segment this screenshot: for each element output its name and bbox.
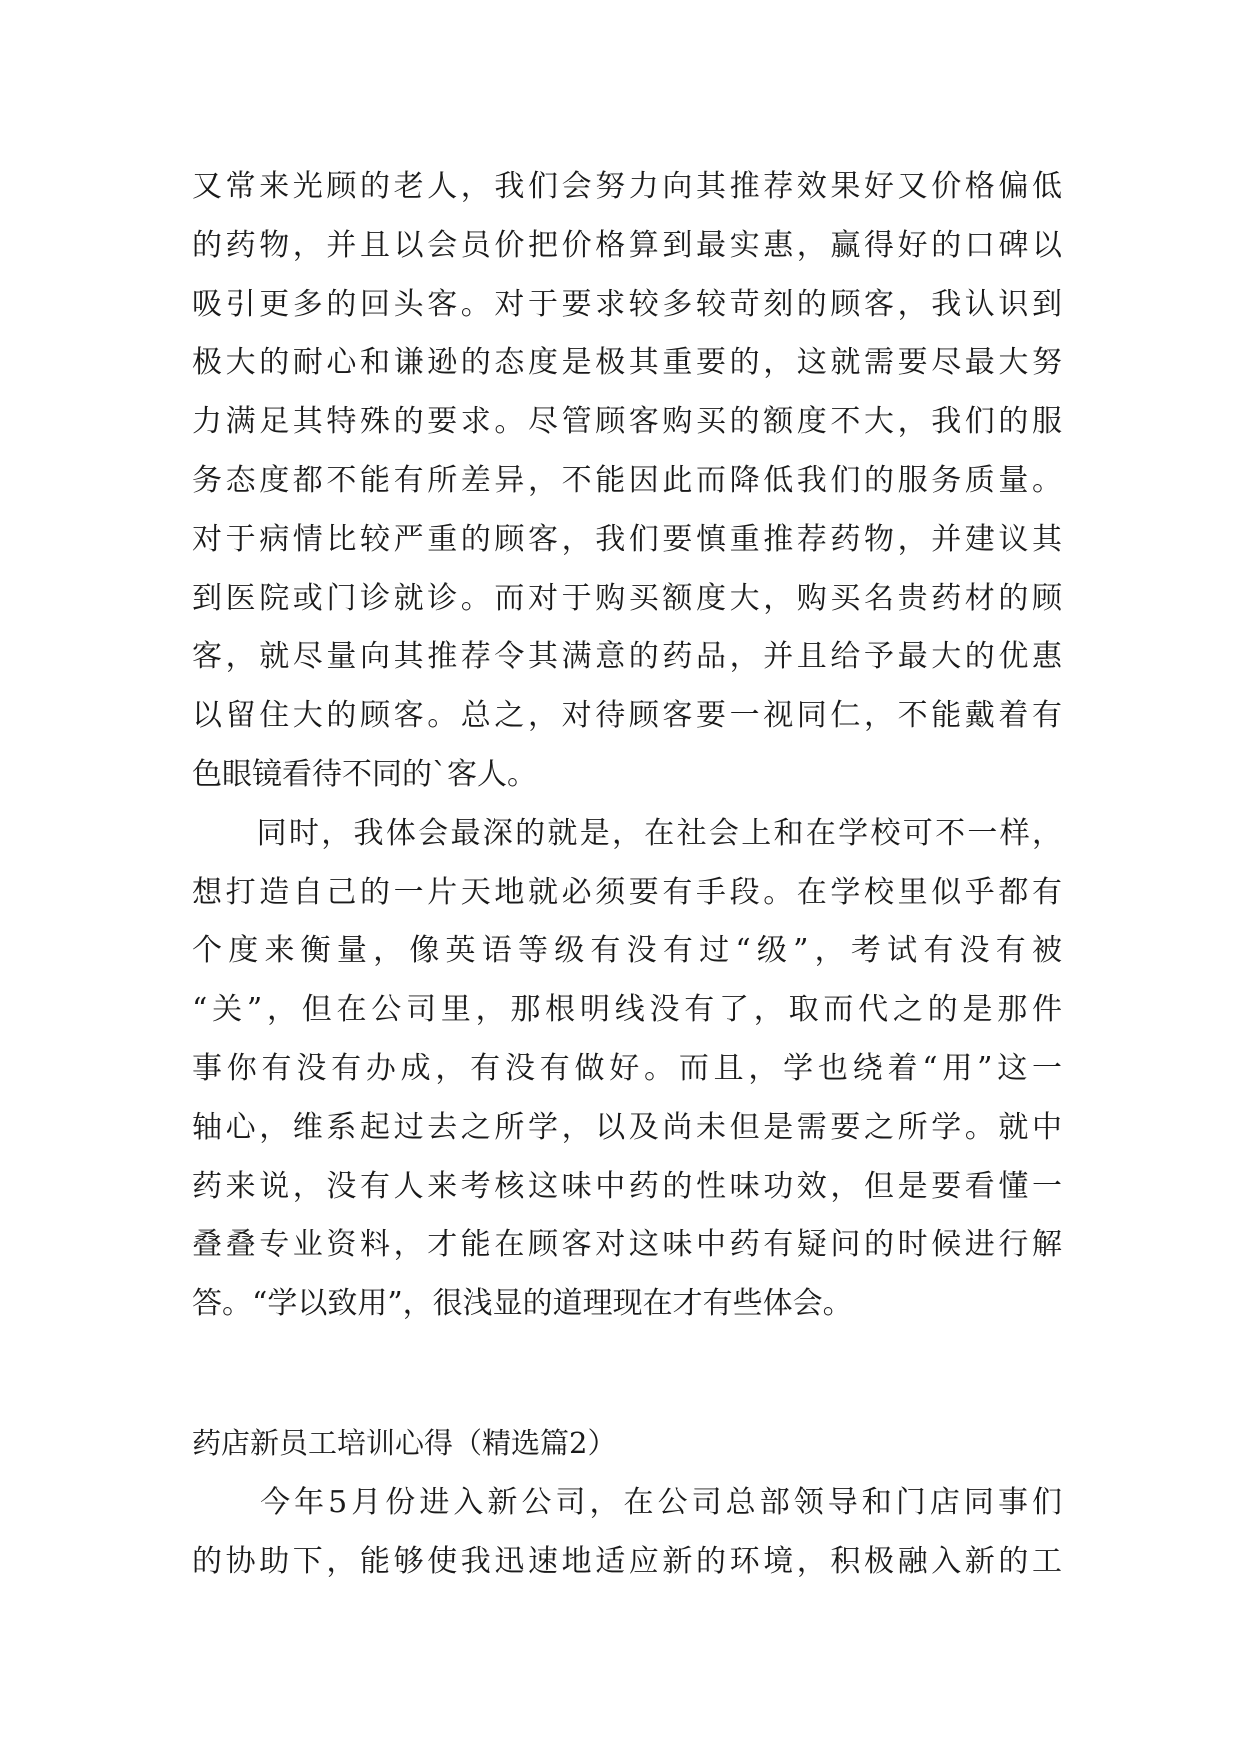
text-line: 客，就尽量向其推荐令其满意的药品，并且给予最大的优惠 — [192, 639, 1062, 675]
text-line: 的协助下，能够使我迅速地适应新的环境，积极融入新的工 — [192, 1543, 1062, 1579]
paragraph-1 — [192, 158, 1062, 805]
text-line: 今年5月份进入新公司，在公司总部领导和门店同事们 — [192, 1484, 1062, 1520]
text-line: 轴心，维系起过去之所学，以及尚未但是需要之所学。就中 — [192, 1109, 1062, 1145]
text-line: 药来说，没有人来考核这味中药的性味功效，但是要看懂一 — [192, 1168, 1062, 1204]
text-line: 以留住大的顾客。总之，对待顾客要一视同仁，不能戴着有 — [192, 698, 1062, 734]
text-line: 个度来衡量，像英语等级有没有过“级”，考试有没有被 — [192, 933, 1062, 969]
paragraph-3 — [192, 1474, 1062, 1592]
document-body — [192, 158, 1062, 1592]
paragraph-2 — [192, 805, 1062, 1334]
text-line: 对于病情比较严重的顾客，我们要慎重推荐药物，并建议其 — [192, 521, 1062, 557]
text-line: 到医院或门诊就诊。而对于购买额度大，购买名贵药材的顾 — [192, 580, 1062, 616]
text-line: 力满足其特殊的要求。尽管顾客购买的额度不大，我们的服 — [192, 404, 1062, 440]
text-line: 吸引更多的回头客。对于要求较多较苛刻的顾客，我认识到 — [192, 286, 1062, 322]
text-line: 想打造自己的一片天地就必须要有手段。在学校里似乎都有 — [192, 874, 1062, 910]
text-line: 事你有没有办成，有没有做好。而且，学也绕着“用”这一 — [192, 1050, 1062, 1086]
text-line: 同时，我体会最深的就是，在社会上和在学校可不一样， — [192, 815, 1062, 851]
text-line: 又常来光顾的老人，我们会努力向其推荐效果好又价格偏低 — [192, 169, 1062, 204]
text-line: 叠叠专业资料，才能在顾客对这味中药有疑问的时候进行解 — [192, 1227, 1062, 1263]
text-line: 务态度都不能有所差异，不能因此而降低我们的服务质量。 — [192, 462, 1062, 498]
text-line: 色眼镜看待不同的`客人。 — [192, 756, 537, 792]
section-spacer — [192, 1334, 1062, 1412]
text-line: 极大的耐心和谦逊的态度是极其重要的，这就需要尽最大努 — [192, 345, 1062, 381]
text-line: 的药物，并且以会员价把价格算到最实惠，赢得好的口碑以 — [192, 227, 1062, 263]
text-line: 答。“学以致用”，很浅显的道理现在才有些体会。 — [192, 1286, 853, 1322]
text-line: “关”，但在公司里，那根明线没有了，取而代之的是那件 — [192, 992, 1062, 1028]
section-heading: 药店新员工培训心得（精选篇2） — [192, 1425, 617, 1460]
